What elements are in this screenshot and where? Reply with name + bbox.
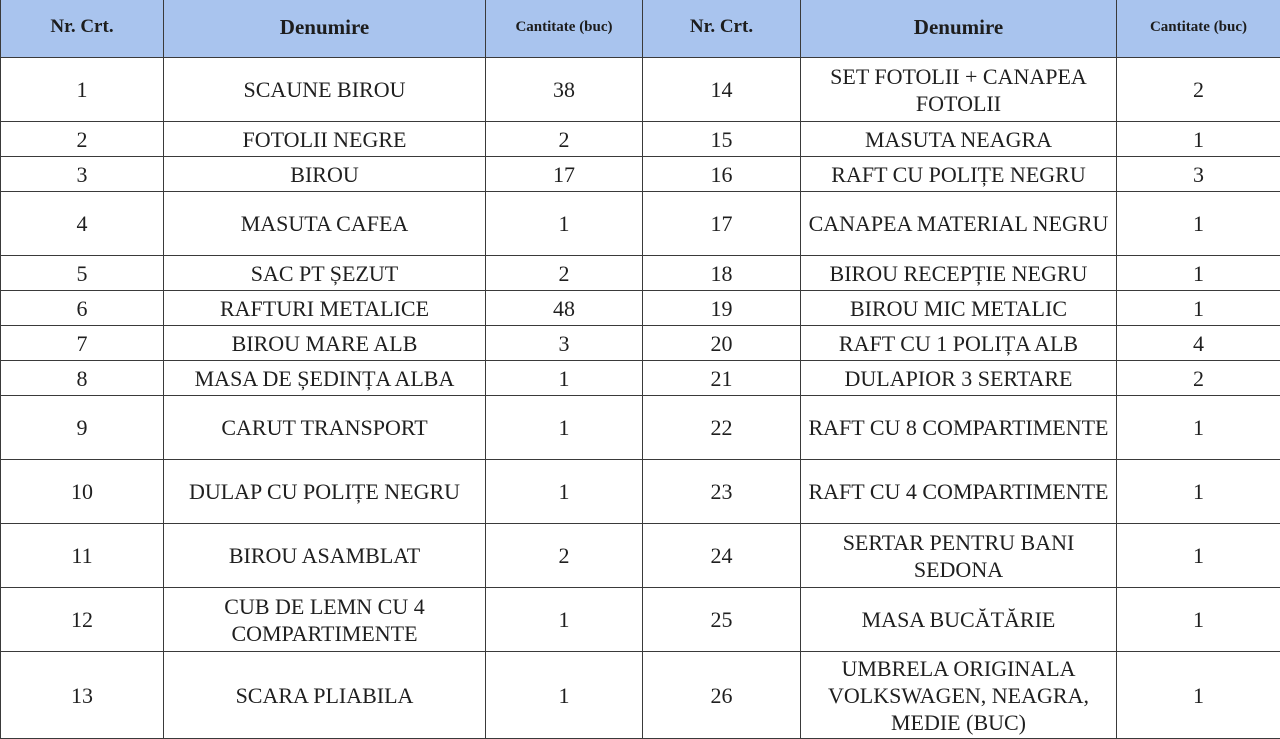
row-name-left: RAFTURI METALICE bbox=[164, 291, 486, 326]
row-qty-right: 1 bbox=[1117, 652, 1280, 739]
row-name-right: RAFT CU 8 COMPARTIMENTE bbox=[801, 396, 1117, 460]
table-row bbox=[1, 361, 1280, 396]
row-nr-left: 10 bbox=[1, 460, 164, 524]
row-name-right: RAFT CU 4 COMPARTIMENTE bbox=[801, 460, 1117, 524]
table-row bbox=[1, 524, 1280, 588]
row-nr-right: 17 bbox=[643, 192, 801, 256]
row-name-right: RAFT CU 1 POLIȚA ALB bbox=[801, 326, 1117, 361]
header-cantitate-left: Cantitate (buc) bbox=[486, 0, 643, 58]
row-qty-right: 3 bbox=[1117, 157, 1280, 192]
row-name-right: SET FOTOLII + CANAPEA FOTOLII bbox=[801, 58, 1117, 122]
row-nr-left: 4 bbox=[1, 192, 164, 256]
table-body bbox=[1, 58, 1280, 739]
row-name-left: DULAP CU POLIȚE NEGRU bbox=[164, 460, 486, 524]
row-nr-left: 6 bbox=[1, 291, 164, 326]
table-row bbox=[1, 460, 1280, 524]
row-qty-right: 1 bbox=[1117, 256, 1280, 291]
row-name-left: SCARA PLIABILA bbox=[164, 652, 486, 739]
row-qty-right: 1 bbox=[1117, 460, 1280, 524]
row-qty-left: 38 bbox=[486, 58, 643, 122]
row-name-right: UMBRELA ORIGINALA VOLKSWAGEN, NEAGRA, MEDIE (BUC) bbox=[801, 652, 1117, 739]
row-name-left: BIROU ASAMBLAT bbox=[164, 524, 486, 588]
table-row bbox=[1, 192, 1280, 256]
table-row bbox=[1, 326, 1280, 361]
row-qty-right: 4 bbox=[1117, 326, 1280, 361]
row-qty-left: 2 bbox=[486, 122, 643, 157]
table-row bbox=[1, 652, 1280, 739]
row-nr-right: 23 bbox=[643, 460, 801, 524]
row-qty-left: 3 bbox=[486, 326, 643, 361]
row-nr-left: 13 bbox=[1, 652, 164, 739]
row-nr-left: 3 bbox=[1, 157, 164, 192]
row-nr-left: 1 bbox=[1, 58, 164, 122]
row-qty-right: 1 bbox=[1117, 588, 1280, 652]
header-row bbox=[1, 0, 1280, 58]
table-row bbox=[1, 157, 1280, 192]
table-row bbox=[1, 291, 1280, 326]
row-nr-right: 24 bbox=[643, 524, 801, 588]
table-row bbox=[1, 588, 1280, 652]
row-nr-left: 7 bbox=[1, 326, 164, 361]
row-qty-right: 1 bbox=[1117, 396, 1280, 460]
row-name-right: DULAPIOR 3 SERTARE bbox=[801, 361, 1117, 396]
row-name-left: BIROU MARE ALB bbox=[164, 326, 486, 361]
row-name-left: SCAUNE BIROU bbox=[164, 58, 486, 122]
row-name-left: CUB DE LEMN CU 4 COMPARTIMENTE bbox=[164, 588, 486, 652]
row-nr-right: 25 bbox=[643, 588, 801, 652]
row-nr-left: 8 bbox=[1, 361, 164, 396]
row-qty-left: 1 bbox=[486, 192, 643, 256]
row-nr-right: 18 bbox=[643, 256, 801, 291]
table-row bbox=[1, 396, 1280, 460]
row-nr-right: 16 bbox=[643, 157, 801, 192]
row-qty-left: 1 bbox=[486, 588, 643, 652]
row-nr-left: 12 bbox=[1, 588, 164, 652]
table-row bbox=[1, 58, 1280, 122]
row-nr-left: 5 bbox=[1, 256, 164, 291]
header-nr-right: Nr. Crt. bbox=[643, 0, 801, 58]
header-cantitate-right: Cantitate (buc) bbox=[1117, 0, 1280, 58]
row-name-left: MASA DE ȘEDINȚA ALBA bbox=[164, 361, 486, 396]
row-nr-right: 20 bbox=[643, 326, 801, 361]
header-nr-left: Nr. Crt. bbox=[1, 0, 164, 58]
row-qty-left: 48 bbox=[486, 291, 643, 326]
row-name-left: SAC PT ȘEZUT bbox=[164, 256, 486, 291]
table-row bbox=[1, 256, 1280, 291]
row-nr-left: 9 bbox=[1, 396, 164, 460]
row-nr-right: 21 bbox=[643, 361, 801, 396]
row-qty-right: 2 bbox=[1117, 58, 1280, 122]
row-qty-right: 1 bbox=[1117, 192, 1280, 256]
row-nr-left: 2 bbox=[1, 122, 164, 157]
row-name-left: MASUTA CAFEA bbox=[164, 192, 486, 256]
row-qty-left: 1 bbox=[486, 460, 643, 524]
row-qty-left: 1 bbox=[486, 396, 643, 460]
row-name-right: BIROU RECEPȚIE NEGRU bbox=[801, 256, 1117, 291]
header-denumire-right: Denumire bbox=[801, 0, 1117, 58]
row-nr-right: 15 bbox=[643, 122, 801, 157]
row-nr-right: 14 bbox=[643, 58, 801, 122]
row-name-right: SERTAR PENTRU BANI SEDONA bbox=[801, 524, 1117, 588]
row-name-left: CARUT TRANSPORT bbox=[164, 396, 486, 460]
row-qty-right: 1 bbox=[1117, 291, 1280, 326]
row-name-right: MASUTA NEAGRA bbox=[801, 122, 1117, 157]
row-name-right: CANAPEA MATERIAL NEGRU bbox=[801, 192, 1117, 256]
row-qty-right: 2 bbox=[1117, 361, 1280, 396]
row-name-left: BIROU bbox=[164, 157, 486, 192]
row-nr-right: 26 bbox=[643, 652, 801, 739]
header-denumire-left: Denumire bbox=[164, 0, 486, 58]
row-name-right: BIROU MIC METALIC bbox=[801, 291, 1117, 326]
row-qty-right: 1 bbox=[1117, 524, 1280, 588]
row-qty-right: 1 bbox=[1117, 122, 1280, 157]
table-row bbox=[1, 122, 1280, 157]
row-name-right: RAFT CU POLIȚE NEGRU bbox=[801, 157, 1117, 192]
row-name-left: FOTOLII NEGRE bbox=[164, 122, 486, 157]
row-qty-left: 2 bbox=[486, 256, 643, 291]
row-qty-left: 17 bbox=[486, 157, 643, 192]
row-qty-left: 2 bbox=[486, 524, 643, 588]
row-qty-left: 1 bbox=[486, 361, 643, 396]
row-name-right: MASA BUCĂTĂRIE bbox=[801, 588, 1117, 652]
table-header bbox=[1, 0, 1280, 58]
row-nr-right: 22 bbox=[643, 396, 801, 460]
row-nr-right: 19 bbox=[643, 291, 801, 326]
row-qty-left: 1 bbox=[486, 652, 643, 739]
row-nr-left: 11 bbox=[1, 524, 164, 588]
